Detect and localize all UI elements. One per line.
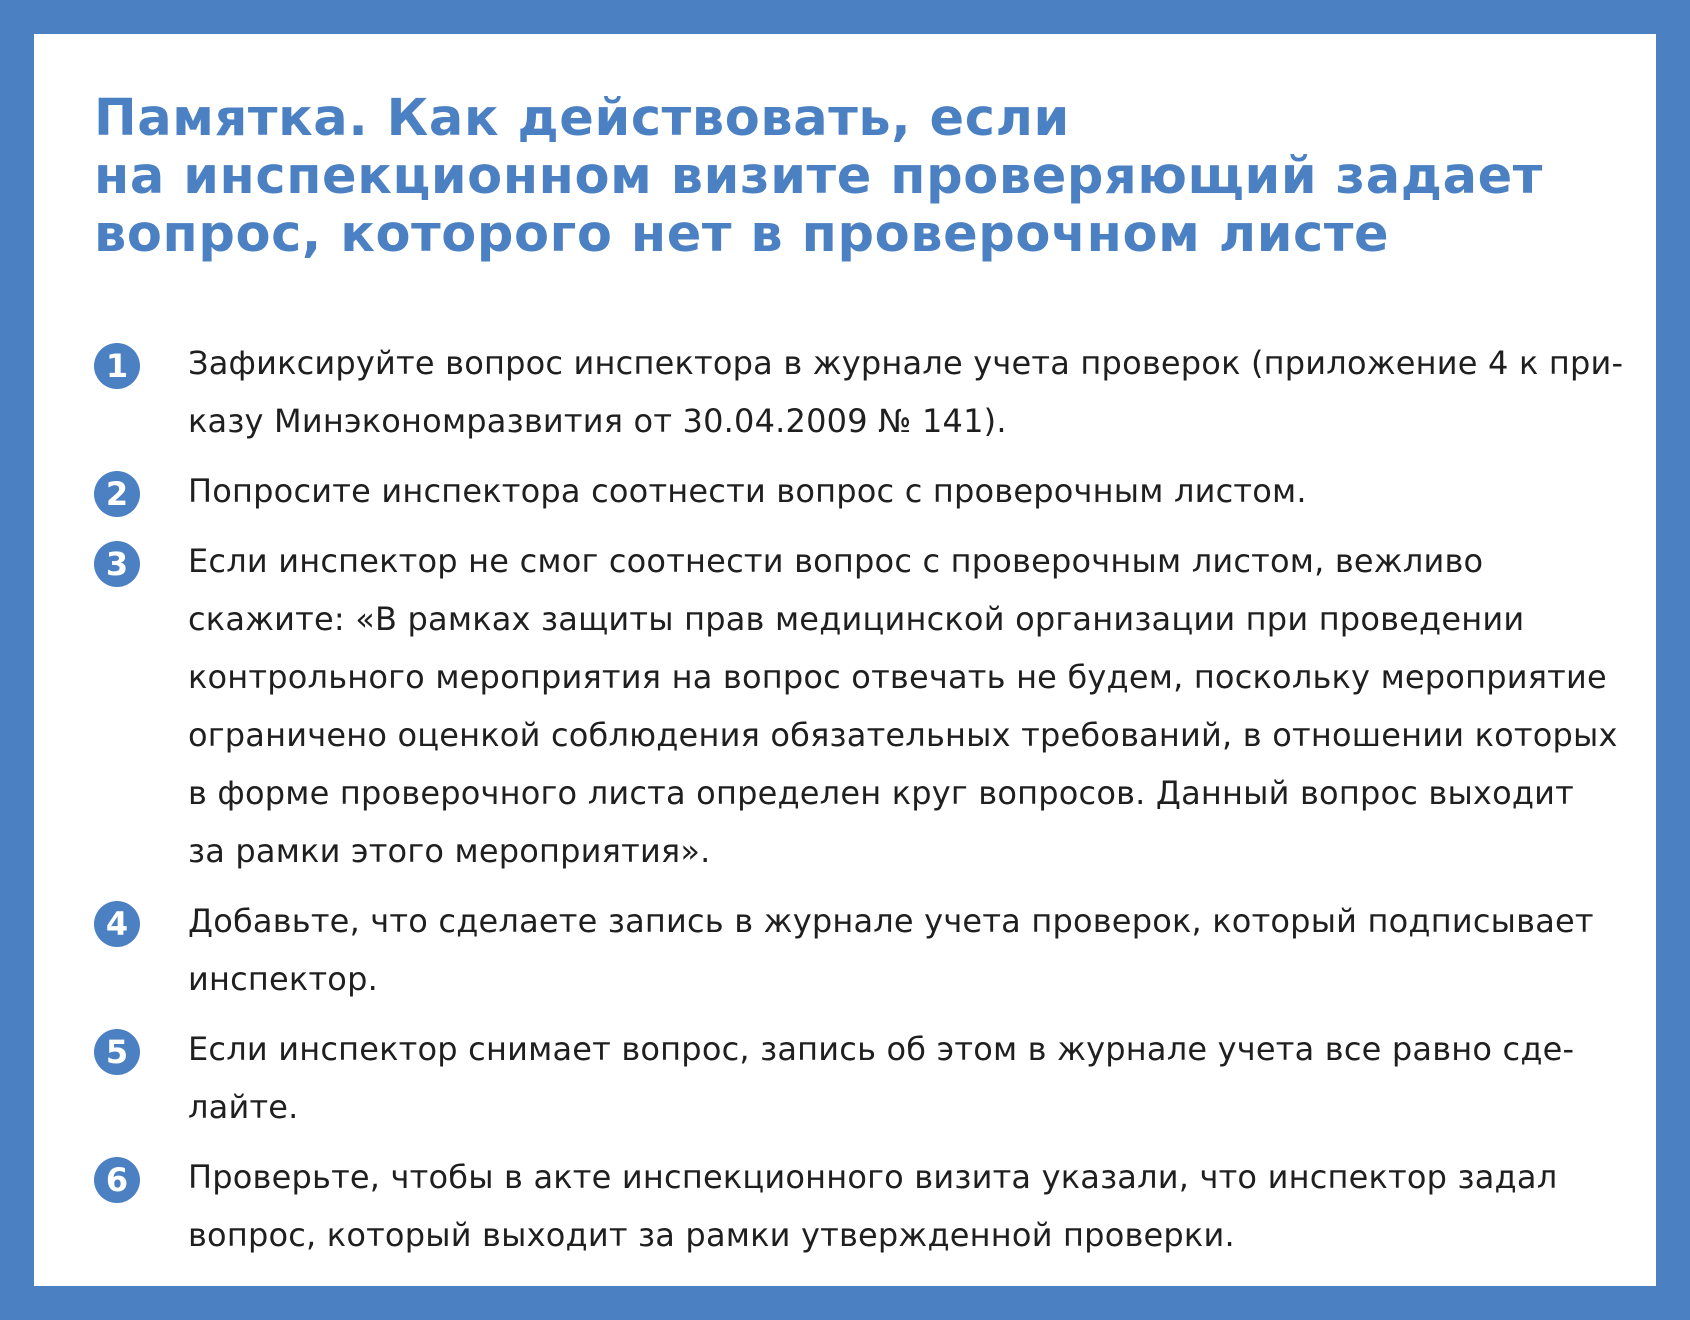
step-number-badge: 1 [94, 343, 140, 389]
step-number-badge: 5 [94, 1029, 140, 1075]
step-text [188, 892, 1634, 1008]
step-text-line: Зафиксируйте вопрос инспектора в журнале учета проверок (приложение 4 к при- [188, 344, 1624, 382]
step-number-badge: 4 [94, 901, 140, 947]
step-text-line: контрольного мероприятия на вопрос отвечать не будем, поскольку мероприятие [188, 658, 1607, 696]
step-2 [94, 462, 1634, 520]
memo-title-line: Памятка. Как действовать, если [94, 89, 1070, 148]
step-text-line: скажите: «В рамках защиты прав медицинской организации при проведении [188, 600, 1525, 638]
step-number-badge: 3 [94, 541, 140, 587]
step-text-line: Попросите инспектора соотнести вопрос с проверочным листом. [188, 472, 1307, 510]
step-text [188, 1148, 1634, 1264]
step-text-line: вопрос, который выходит за рамки утвержденной проверки. [188, 1216, 1235, 1254]
step-1 [94, 334, 1634, 450]
step-text [188, 1020, 1634, 1136]
step-text [188, 532, 1634, 880]
memo-title [94, 90, 1624, 264]
step-text-line: ограничено оценкой соблюдения обязательных требований, в отношении которых [188, 716, 1618, 754]
step-text-line: в форме проверочного листа определен круг вопросов. Данный вопрос выходит [188, 774, 1575, 812]
step-6 [94, 1148, 1634, 1264]
memo-card [34, 34, 1656, 1286]
step-text-line: Если инспектор не смог соотнести вопрос с проверочным листом, вежливо [188, 542, 1484, 580]
memo-title-line: на инспекционном визите проверяющий задает [94, 147, 1543, 206]
step-text-line: лайте. [188, 1088, 299, 1126]
step-5 [94, 1020, 1634, 1136]
step-text-line: Добавьте, что сделаете запись в журнале учета проверок, который подписывает [188, 902, 1594, 940]
step-4 [94, 892, 1634, 1008]
step-3 [94, 532, 1634, 880]
memo-title-line: вопрос, которого нет в проверочном листе [94, 205, 1390, 264]
step-text [188, 462, 1634, 520]
step-text-line: за рамки этого мероприятия». [188, 832, 711, 870]
step-number-badge: 6 [94, 1157, 140, 1203]
step-text-line: Если инспектор снимает вопрос, запись об этом в журнале учета все равно сде- [188, 1030, 1575, 1068]
step-text-line: инспектор. [188, 960, 378, 998]
step-text-line: Проверьте, чтобы в акте инспекционного визита указали, что инспектор задал [188, 1158, 1558, 1196]
step-number-badge: 2 [94, 471, 140, 517]
steps-list [94, 334, 1634, 1276]
step-text-line: казу Минэкономразвития от 30.04.2009 № 141). [188, 402, 1007, 440]
step-text [188, 334, 1634, 450]
